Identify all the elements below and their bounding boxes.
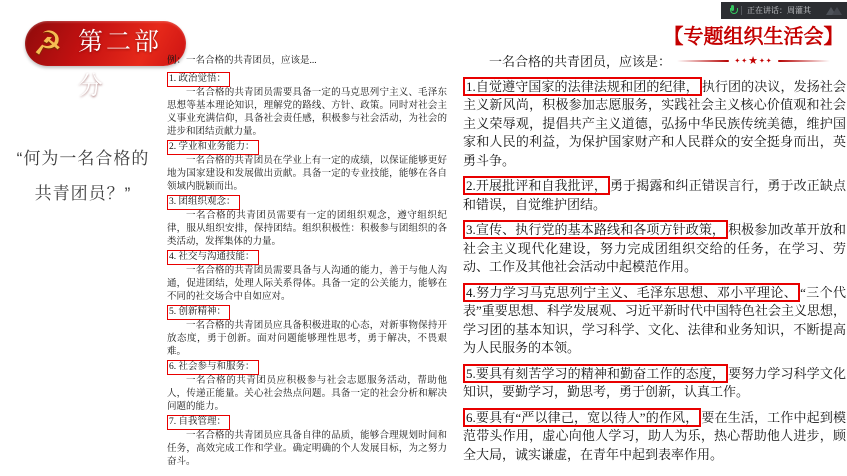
requirement-rest: 要在生活，工作中起到模范带头作用，虚心向他人学习，助人为乐，热心帮助他人进步，顾全大局，诚实谦虚，在青年中起到表率作用。 (463, 409, 846, 462)
requirement-rest: 要努力学习科学文化知识，要勤学习，勤思考，勇于创新，认真工作。 (463, 365, 846, 399)
trait-item (167, 71, 447, 139)
party-emblem-icon: ☭ (33, 23, 63, 63)
requirement-rest: 勇于揭露和纠正错误言行，勇于改正缺点和错误，自觉维护团结。 (463, 178, 846, 212)
trait-body: 一名合格的共青团员应具备自律的品质，能够合理规划时间和任务，高效完成工作和学业。确定明确的个人发展目标，为之努力奋斗。 (167, 431, 447, 467)
speaking-status-text: 正在讲话：周灌其 (747, 6, 811, 15)
example-column (167, 55, 447, 469)
trait-heading: 3. 团组织观念： (167, 195, 240, 210)
trait-heading: 2. 学业和业务能力： (167, 140, 259, 155)
quote-line-2: 共青团员？” (34, 184, 132, 203)
trait-body: 一名合格的共青团员在学业上有一定的成绩，以保证能够更好地为国家建设和发展做出贡献。具备一定的专业技能，能够在各自领域内脱颖而出。 (167, 156, 447, 192)
watermark-logo-icon (826, 7, 842, 15)
quote-line-1: “何为一名合格的 (16, 149, 150, 168)
left-quote (0, 141, 166, 211)
requirement-rest: 执行团的决议，发扬社会主义新风尚，积极参加志愿服务，实践社会主义核心价值观和社会主义荣辱观，提倡共产主义道德，弘扬中华民族传统美德，维护国家和人民的利益，为保护国家财产和人民群众的安全挺身而出，英勇斗争。 (463, 78, 846, 168)
page-title: 【专题组织生活会】 (663, 26, 844, 48)
trait-body: 一名合格的共青团员需要具备与人沟通的能力，善于与他人沟通，促进团结，处理人际关系得体。具备一定的公关能力，能够在不同的社交场合中自如应对。 (167, 266, 447, 302)
requirement-lead: 4.努力学习马克思列宁主义、毛泽东思想、邓小平理论、 (463, 283, 800, 302)
trait-heading: 1. 政治觉悟： (167, 72, 230, 87)
stars-decoration: ✦✦★✦✦ (734, 54, 773, 67)
requirement-item (463, 284, 846, 358)
requirement-lead: 6.要具有“严以律己，宽以待人”的作风， (463, 408, 701, 427)
trait-item (167, 139, 447, 194)
trait-item (167, 194, 447, 249)
trait-body: 一名合格的共青团员应具备积极进取的心态，对新事物保持开放态度，勇于创新。面对问题能够理性思考，勇于解决，不畏艰难。 (167, 321, 447, 357)
requirement-lead: 1.自觉遵守国家的法律法规和团的纪律， (463, 77, 702, 96)
requirement-item (463, 365, 846, 402)
requirement-item (463, 221, 846, 277)
requirement-rest: 积极参加改革开放和社会主义现代化建设，努力完成团组织交给的任务，在学习、劳动、工作及其他社会活动中起模范作用。 (463, 222, 846, 274)
requirements-intro: 一名合格的共青团员，应该是： (489, 54, 672, 69)
requirement-lead: 2.开展批评和自我批评， (463, 176, 610, 195)
meeting-overlay-bar[interactable] (721, 2, 847, 19)
example-intro: 例：一名合格的共青团员，应该是... (167, 56, 317, 66)
requirement-lead: 3.宣传、执行党的基本路线和各项方针政策， (463, 220, 728, 239)
requirement-lead: 5.要具有刻苦学习的精神和勤奋工作的态度， (463, 364, 728, 383)
microphone-icon[interactable] (729, 5, 736, 16)
trait-body: 一名合格的共青团员需要具备一定的马克思列宁主义、毛泽东思想等基本理论知识，理解党的路线、方针、政策。同时对社会主义事业充满信仰，具备社会责任感，积极参与社会活动，为社会的进步和团结贡献力量。 (167, 88, 447, 137)
trait-item (167, 414, 447, 469)
requirement-item (463, 78, 846, 171)
requirements-column (463, 53, 846, 471)
trait-heading: 6. 社会参与和服务： (167, 360, 259, 375)
trait-body: 一名合格的共青团员应积极参与社会志愿服务活动，帮助他人，传递正能量。关心社会热点问题。具备一定的社会分析和解决问题的能力。 (167, 376, 447, 412)
section-ribbon (25, 21, 186, 100)
star-icon: ★ (748, 54, 759, 67)
trait-heading: 5. 创新精神： (167, 305, 230, 320)
trait-heading: 7. 自我管理： (167, 415, 230, 430)
section-badge-label: 第二部分 (78, 29, 163, 100)
divider (741, 6, 742, 15)
requirement-item (463, 409, 846, 465)
trait-heading: 4. 社交与沟通技能： (167, 250, 259, 265)
requirement-item (463, 177, 846, 214)
trait-item (167, 304, 447, 359)
trait-item (167, 359, 447, 414)
requirement-rest: “三个代表”重要思想、科学发展观、习近平新时代中国特色社会主义思想，学习团的基本知识，学习科学、文化、法律和业务知识，不断提高为人民服务的本领。 (463, 284, 846, 355)
trait-item (167, 249, 447, 304)
trait-body: 一名合格的共青团员需要有一定的团组织观念，遵守组织纪律，服从组织安排，保持团结。组织积极性：积极参与团组织的各类活动，发挥集体的力量。 (167, 211, 447, 247)
